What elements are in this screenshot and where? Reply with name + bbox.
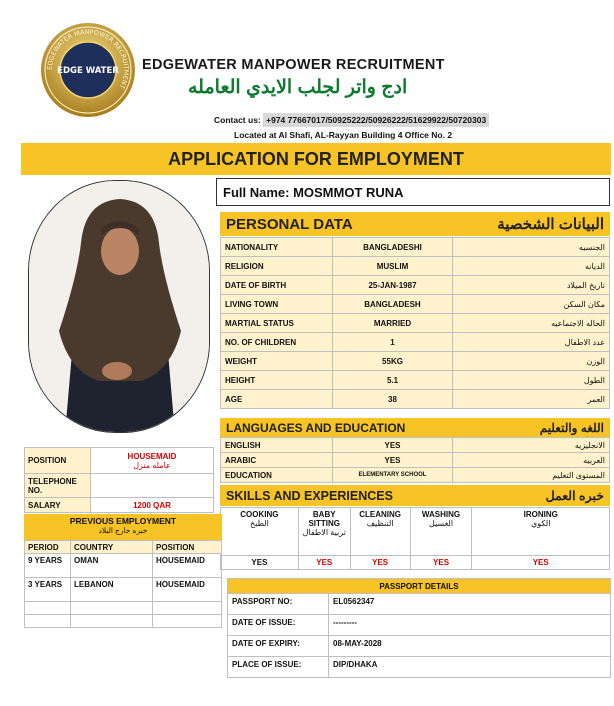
skill-label: IRONING [523,510,558,519]
position-value [91,448,214,474]
passport-row [228,657,611,678]
passport-value: 08-MAY-2028 [329,636,611,657]
passport-row [228,615,611,636]
skill-label: BABY SITTING [308,510,341,528]
personal-label-ar: مكان السكن [453,295,610,314]
personal-label: HEIGHT [221,371,333,390]
full-name: Full Name: MOSMMOT RUNA [216,178,610,206]
company-name-en: EDGEWATER MANPOWER RECRUITMENT [142,57,445,73]
previous-employment-cell: HOUSEMAID [153,578,222,602]
personal-label-ar: الجنسيه [453,238,610,257]
skill-value: YES [410,556,472,570]
skill-value: YES [350,556,410,570]
personal-value: 38 [333,390,453,409]
telephone-label: TELEPHONE NO. [25,474,91,498]
previous-employment-row [25,602,222,615]
previous-employment-column: PERIOD [25,541,71,554]
language-label: ENGLISH [221,438,333,453]
passport-label: DATE OF EXPIRY: [228,636,329,657]
skill-cell [472,508,610,556]
contact-label: Contact us: [214,115,261,125]
personal-value: 25-JAN-1987 [333,276,453,295]
language-value: YES [333,453,453,468]
language-label-ar: الانجليزيه [453,438,610,453]
company-logo [40,22,136,118]
passport-label: PASSPORT NO: [228,594,329,615]
previous-employment-title: PREVIOUS EMPLOYMENT [69,516,177,526]
language-label-ar: المستوى التعليم [453,468,610,483]
language-value: YES [333,438,453,453]
logo-ring-text: EDGEWATER MANPOWER RECRUITMENT [45,27,131,91]
personal-data-title-ar: البيانات الشخصية [497,216,604,233]
salary-label: SALARY [25,498,91,513]
contact-numbers: +974 77667017/50925222/50926222/51629922/50720303 [263,113,489,127]
passport-value: DIP/DHAKA [329,657,611,678]
personal-label: LIVING TOWN [221,295,333,314]
position-value-ar: عامله منزل [133,460,171,470]
passport-label: PLACE OF ISSUE: [228,657,329,678]
personal-data-table [220,237,610,409]
skills-header [220,485,610,506]
skill-label-ar: تربية الاطفال [302,528,346,537]
passport-row [228,594,611,615]
previous-employment-header [24,514,222,540]
previous-employment-cell [25,602,71,615]
languages-table [220,437,610,483]
job-table [24,447,214,513]
previous-employment-column: POSITION [153,541,222,554]
previous-employment-cell [71,615,153,628]
previous-employment-row [25,615,222,628]
language-value: ELEMENTARY SCHOOL [333,468,453,483]
personal-label-ar: العمر [453,390,610,409]
personal-label-ar: الوزن [453,352,610,371]
skill-value: YES [221,556,299,570]
language-row [221,438,610,453]
personal-value: BANGLADESH [333,295,453,314]
passport-title: PASSPORT DETAILS [228,579,611,594]
skill-value: YES [298,556,350,570]
skill-label: WASHING [421,510,461,519]
position-value-en: HOUSEMAID [127,451,177,461]
previous-employment-cell [25,615,71,628]
skill-label: COOKING [240,510,279,519]
previous-employment-cell: 9 YEARS [25,554,71,578]
personal-label: RELIGION [221,257,333,276]
previous-employment-cell: HOUSEMAID [153,554,222,578]
previous-employment-row [25,554,222,578]
language-row [221,453,610,468]
personal-value: 55KG [333,352,453,371]
skill-label: CLEANING [359,510,402,519]
language-label: EDUCATION [221,468,333,483]
personal-label-ar: الحاله الاجتماعيه [453,314,610,333]
skill-label-ar: الغسيل [428,519,454,528]
personal-row [221,257,610,276]
personal-label-ar: الديانه [453,257,610,276]
previous-employment-cell [153,615,222,628]
languages-title-ar: اللغه والتعليم [539,420,604,435]
passport-row [228,636,611,657]
skill-label-ar: التنظيف [366,519,394,528]
contact-row [214,115,489,125]
personal-label: DATE OF BIRTH [221,276,333,295]
position-label: POSITION [25,448,91,474]
office-location: Located at Al Shafi, AL-Rayyan Building 4 Office No. 2 [234,130,453,140]
previous-employment-column: COUNTRY [71,541,153,554]
previous-employment-cell: 3 YEARS [25,578,71,602]
previous-employment-cell: LEBANON [71,578,153,602]
personal-value: BANGLADESHI [333,238,453,257]
passport-value: EL0562347 [329,594,611,615]
application-banner: APPLICATION FOR EMPLOYMENT [21,143,611,175]
personal-value: 5.1 [333,371,453,390]
personal-label-ar: الطول [453,371,610,390]
personal-row [221,276,610,295]
personal-label: WEIGHT [221,352,333,371]
languages-header [220,418,610,437]
personal-label-ar: عدد الاطفال [453,333,610,352]
personal-label: MARTIAL STATUS [221,314,333,333]
personal-row [221,390,610,409]
previous-employment-row [25,578,222,602]
previous-employment-cell [71,602,153,615]
skills-label-row [221,508,610,556]
previous-employment-table [24,540,222,628]
personal-value: MARRIED [333,314,453,333]
applicant-photo [28,180,210,433]
salary-value: 1200 QAR [91,498,214,513]
skill-cell [221,508,299,556]
language-label-ar: العربيه [453,453,610,468]
personal-row [221,333,610,352]
skill-label-ar: الكوي [530,519,551,528]
previous-employment-cell [153,602,222,615]
skills-value-row [221,556,610,570]
passport-label: DATE OF ISSUE: [228,615,329,636]
skills-table [220,507,610,570]
skill-label-ar: الطبخ [249,519,269,528]
logo-text: EDGE WATER [57,66,119,76]
personal-label: AGE [221,390,333,409]
passport-value: --------- [329,615,611,636]
personal-row [221,352,610,371]
skill-cell [410,508,472,556]
passport-table [227,578,611,678]
personal-row [221,295,610,314]
personal-label: NATIONALITY [221,238,333,257]
personal-value: MUSLIM [333,257,453,276]
languages-title: LANGUAGES AND EDUCATION [226,420,406,435]
telephone-value [91,474,214,498]
personal-row [221,238,610,257]
personal-data-title: PERSONAL DATA [226,215,353,233]
personal-row [221,371,610,390]
personal-row [221,314,610,333]
skill-cell [350,508,410,556]
language-row [221,468,610,483]
skills-title-ar: خبره العمل [545,489,604,503]
personal-data-header [220,212,610,236]
personal-label-ar: تاريخ الميلاد [453,276,610,295]
language-label: ARABIC [221,453,333,468]
previous-employment-cell: OMAN [71,554,153,578]
personal-label: NO. OF CHILDREN [221,333,333,352]
personal-value: 1 [333,333,453,352]
company-name-ar: ادج واتر لجلب الايدي العامله [188,77,408,98]
skills-title: SKILLS AND EXPERIENCES [226,488,393,503]
skill-value: YES [472,556,610,570]
skill-cell [298,508,350,556]
previous-employment-title-ar: خبره خارج البلاد [98,526,148,535]
